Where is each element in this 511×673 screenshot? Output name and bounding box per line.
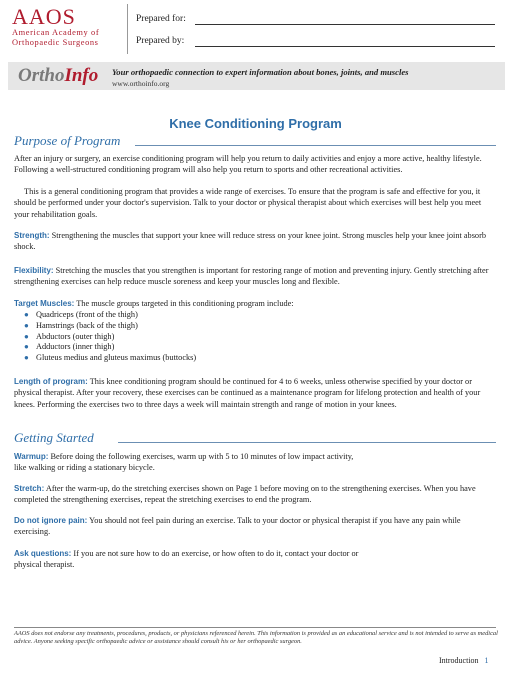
purpose-paragraph-1: After an injury or surgery, an exercise conditioning program will help you return to daily activities and enjoy a more active, healthy lifestyle. Following a well-structured conditioning program will also help you return to sports and other recreational activities. [14,154,482,175]
warmup-paragraph [14,451,496,474]
muscle-item-text: Quadriceps (front of the thigh) [36,310,138,319]
muscle-item-text: Adductors (inner thigh) [36,342,115,352]
purpose-paragraph-2 [14,186,496,220]
page-number: 1 [484,656,489,665]
banner-tagline: Your orthopaedic connection to expert information about bones, joints, and muscles [112,67,409,77]
header-divider [127,4,128,54]
aaos-logo-word: AAOS [12,4,76,29]
getting-started-heading-rule [118,442,496,443]
footer-rule [14,627,496,628]
flexibility-paragraph [14,265,496,288]
getting-started-heading: Getting Started [14,430,94,445]
prepared-by-field[interactable] [195,46,495,47]
strength-label: Strength: [14,231,50,240]
warmup-text: Before doing the following exercises, warm up with 5 to 10 minutes of low impact activity, [48,452,354,461]
length-paragraph [14,376,496,410]
purpose-heading: Purpose of Program [14,133,121,148]
page-section-name: Introduction [439,656,479,665]
aaos-logo-line1: American Academy of [12,28,100,37]
ask-questions-text-2: physical therapist. [14,560,75,570]
footer-disclaimer: AAOS does not endorse any treatments, procedures, products, or physicians referenced herein. This information is provided as an educational service and is not intended to serve as medical advice. Anyone seeking specific orthopaedic advice or assistance should consult his or her orthopaedic surgeon. [14,630,498,646]
list-item [24,310,196,321]
list-item [24,342,196,353]
target-muscles-paragraph [14,298,496,309]
page-label [439,656,489,665]
aaos-logo [12,6,122,47]
document-title: Knee Conditioning Program [169,116,342,131]
bullet-icon: ● [24,353,29,363]
bullet-icon: ● [24,310,29,319]
prepared-by-label: Prepared by: [136,36,185,46]
orthoinfo-logo [18,65,98,87]
muscle-list [24,310,196,364]
orthoinfo-logo-info: Info [64,65,99,86]
bullet-icon: ● [24,320,29,330]
warmup-text-2: like walking or riding a stationary bicycle. [14,463,155,473]
banner-url[interactable]: www.orthoinfo.org [112,79,170,88]
muscle-item-text: Abductors (outer thigh) [36,331,115,341]
muscle-item-text: Hamstrings (back of the thigh) [36,320,138,330]
list-item [24,353,196,364]
prepared-for-label: Prepared for: [136,14,186,24]
stretch-label: Stretch: [14,484,45,493]
pain-label: Do not ignore pain: [14,516,88,525]
prepared-for-field[interactable] [195,24,495,25]
flexibility-label: Flexibility: [14,266,54,275]
purpose-heading-rule [135,145,496,146]
ask-questions-paragraph [14,548,496,571]
aaos-logo-line2: Orthopaedic Surgeons [12,37,99,47]
length-text: This knee conditioning program should be continued for 4 to 6 weeks, unless otherwise specified by your doctor or physical therapist. After your recovery, these exercises can be continued as a maintenance program for lifelong protection and health of your knees. Performing the exercises two to three days a week will maintain strength and range of motion in your knees. [14,377,481,409]
stretch-paragraph [14,483,496,506]
stretch-text: After the warm-up, do the stretching exercises shown on Page 1 before moving on to the strengthening exercises. When you have completed the strengthening exercises, repeat the stretching exercises to end the program. [14,484,476,505]
pain-text: You should not feel pain during an exercise. Talk to your doctor or physical therapist if you have any pain while exercising. [14,516,461,537]
ask-questions-label: Ask questions: [14,549,72,558]
target-muscles-text: The muscle groups targeted in this conditioning program include: [74,299,294,308]
warmup-label: Warmup: [14,452,49,461]
strength-text: Strengthening the muscles that support your knee will reduce stress on your knee joint. Strong muscles help your knee joint absorb shock. [14,231,486,252]
list-item [24,321,196,332]
muscle-item-text: Gluteus medius and gluteus maximus (buttocks) [36,353,197,363]
purpose-paragraph-2-text: This is a general conditioning program that provides a wide range of exercises. To ensure that the program is safe and effective for you, it should be performed under your doctor's supervision. Talk to your doctor or physical therapist about which exercises will best help you meet your rehabilitation goals. [14,187,482,219]
bullet-icon: ● [24,331,29,341]
ask-questions-text: If you are not sure how to do an exercise, or how often to do it, contact your doctor or [71,549,359,558]
bullet-icon: ● [24,342,29,352]
pain-paragraph [14,515,496,538]
flexibility-text: Stretching the muscles that you strengthen is important for restoring range of motion and preventing injury. Gently stretching after strengthening exercises can help reduce muscle soreness and keep your muscles long and flexible. [14,266,489,287]
strength-paragraph [14,230,496,253]
orthoinfo-logo-ortho: Ortho [18,65,65,86]
list-item [24,332,196,343]
length-label: Length of program: [14,377,88,386]
target-muscles-label: Target Muscles: [14,299,75,308]
